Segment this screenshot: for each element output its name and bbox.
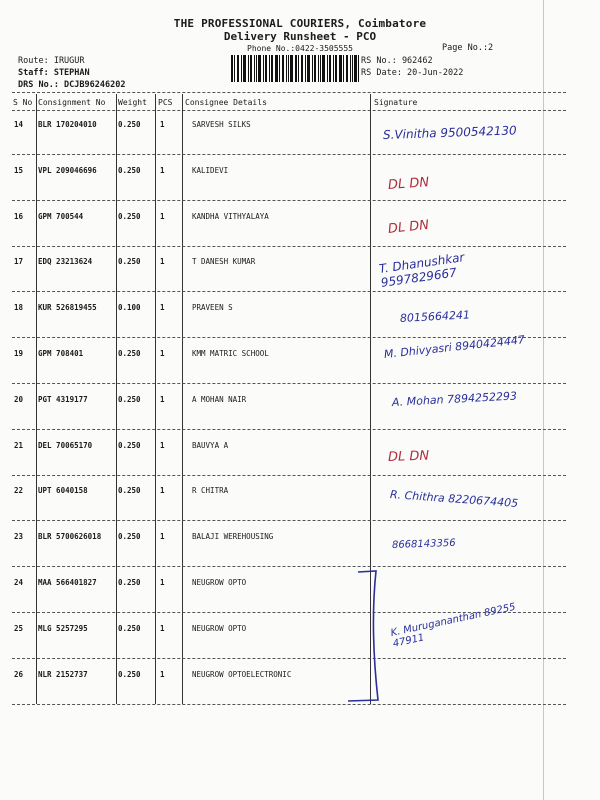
cell-consignment: GPM 700544: [38, 211, 84, 221]
cell-pcs: 1: [160, 349, 165, 358]
handwritten-signature: A. Mohan 7894252293: [391, 389, 518, 409]
cell-consignment: BLR 170204010: [38, 120, 97, 129]
handwritten-signature: T. Dhanushkar 9597829667: [378, 250, 466, 290]
page-number: Page No.:2: [442, 43, 494, 53]
cell-consignee: NEUGROW OPTO: [192, 623, 247, 633]
row-rule: [12, 200, 566, 201]
cell-consignee: SARVESH SILKS: [192, 120, 251, 129]
cell-sno: 21: [14, 440, 24, 450]
col-header-sno: S No: [13, 98, 33, 107]
handwritten-signature: S.Vinitha 9500542130: [382, 123, 517, 142]
cell-consignee: KMM MATRIC SCHOOL: [192, 349, 269, 358]
cell-pcs: 1: [160, 165, 165, 175]
route-label: Route: IRUGUR: [18, 56, 85, 66]
handwritten-signature: R. Chithra 8220674405: [389, 488, 519, 510]
document-subtitle: Delivery Runsheet - PCO: [223, 30, 377, 43]
cell-consignment: GPM 708401: [38, 349, 84, 358]
phone-number: Phone No.:0422-3505555: [247, 44, 353, 53]
cell-consignment: MLG 5257295: [38, 623, 88, 633]
bracket-mark: [340, 568, 390, 708]
cell-sno: 19: [14, 349, 24, 358]
cell-consignment: KUR 526819455: [38, 303, 97, 313]
cell-sno: 23: [14, 532, 24, 542]
cell-consignee: PRAVEEN S: [192, 303, 233, 313]
cell-pcs: 1: [160, 486, 165, 496]
cell-consignee: NEUGROW OPTO: [192, 578, 247, 587]
rs-number: RS No.: 962462: [361, 56, 433, 66]
cell-consignee: BAUVYA A: [192, 440, 229, 450]
cell-weight: 0.250: [118, 532, 141, 542]
drs-number: DRS No.: DCJB96246202: [18, 80, 126, 90]
cell-consignment: NLR 2152737: [38, 669, 88, 679]
handwritten-signature: DL DN: [387, 448, 430, 465]
cell-consignment: EDQ 23213624: [38, 257, 93, 267]
cell-sno: 24: [14, 578, 24, 587]
cell-sno: 22: [14, 486, 24, 496]
cell-pcs: 1: [160, 394, 165, 404]
col-header-consignee: Consignee Details: [185, 98, 267, 107]
handwritten-signature: 8668143356: [391, 537, 456, 551]
company-title: THE PROFESSIONAL COURIERS, Coimbatore: [173, 17, 427, 30]
cell-consignment: UPT 6040158: [38, 486, 88, 496]
handwritten-signature: DL DN: [387, 175, 430, 193]
cell-sno: 20: [14, 394, 24, 404]
cell-weight: 0.250: [118, 623, 141, 633]
cell-weight: 0.250: [118, 440, 141, 450]
handwritten-signature: DL DN: [387, 217, 430, 237]
col-header-consignment: Consignment No: [38, 98, 106, 107]
cell-consignee: KANDHA VITHYALAYA: [192, 211, 269, 221]
cell-weight: 0.250: [118, 669, 141, 679]
cell-consignee: A MOHAN NAIR: [192, 394, 247, 404]
table-top-rule: [12, 92, 566, 93]
row-rule: [12, 475, 566, 476]
cell-weight: 0.250: [118, 120, 141, 129]
col-header-signature: Signature: [374, 98, 418, 107]
handwritten-signature: M. Dhivyasri 8940424447: [383, 333, 526, 361]
rs-date: RS Date: 20-Jun-2022: [361, 68, 464, 78]
row-rule: [12, 566, 566, 567]
row-rule: [12, 383, 566, 384]
handwritten-signature: 8015664241: [399, 308, 471, 325]
cell-consignee: R CHITRA: [192, 486, 229, 496]
cell-sno: 16: [14, 211, 24, 221]
row-rule: [12, 154, 566, 155]
header-bottom-rule: [12, 110, 566, 111]
cell-pcs: 1: [160, 120, 165, 129]
cell-consignee: KALIDEVI: [192, 165, 229, 175]
row-rule: [12, 520, 566, 521]
cell-pcs: 1: [160, 578, 165, 587]
cell-consignee: NEUGROW OPTOELECTRONIC: [192, 669, 292, 679]
cell-consignment: PGT 4319177: [38, 394, 88, 404]
cell-pcs: 1: [160, 211, 165, 221]
cell-sno: 18: [14, 303, 24, 313]
staff-label: Staff: STEPHAN: [18, 68, 90, 78]
row-rule: [12, 291, 566, 292]
cell-weight: 0.250: [118, 349, 141, 358]
cell-consignment: DEL 70065170: [38, 440, 93, 450]
cell-sno: 17: [14, 257, 24, 267]
cell-pcs: 1: [160, 623, 165, 633]
row-rule: [12, 429, 566, 430]
cell-weight: 0.250: [118, 486, 141, 496]
cell-pcs: 1: [160, 669, 165, 679]
cell-consignee: BALAJI WEREHOUSING: [192, 532, 274, 542]
handwritten-signature: K. Murugananthan 89255 47911: [389, 601, 517, 650]
cell-consignee: T DANESH KUMAR: [192, 257, 256, 267]
cell-weight: 0.250: [118, 211, 141, 221]
barcode-image: [231, 55, 359, 82]
row-rule: [12, 658, 566, 659]
cell-consignment: MAA 566401827: [38, 578, 97, 587]
cell-weight: 0.250: [118, 165, 141, 175]
cell-pcs: 1: [160, 440, 165, 450]
cell-pcs: 1: [160, 532, 165, 542]
cell-weight: 0.250: [118, 394, 141, 404]
cell-pcs: 1: [160, 303, 165, 313]
cell-weight: 0.250: [118, 257, 141, 267]
row-rule: [12, 704, 566, 705]
cell-pcs: 1: [160, 257, 165, 267]
cell-sno: 26: [14, 669, 24, 679]
col-header-weight: Weight: [118, 98, 147, 107]
cell-consignment: BLR 5700626018: [38, 532, 102, 542]
cell-sno: 15: [14, 165, 24, 175]
cell-sno: 25: [14, 623, 24, 633]
cell-weight: 0.100: [118, 303, 141, 313]
cell-consignment: VPL 209046696: [38, 165, 97, 175]
page-margin-line: [543, 0, 544, 800]
col-header-pcs: PCS: [158, 98, 173, 107]
cell-sno: 14: [14, 120, 24, 129]
cell-weight: 0.250: [118, 578, 141, 587]
